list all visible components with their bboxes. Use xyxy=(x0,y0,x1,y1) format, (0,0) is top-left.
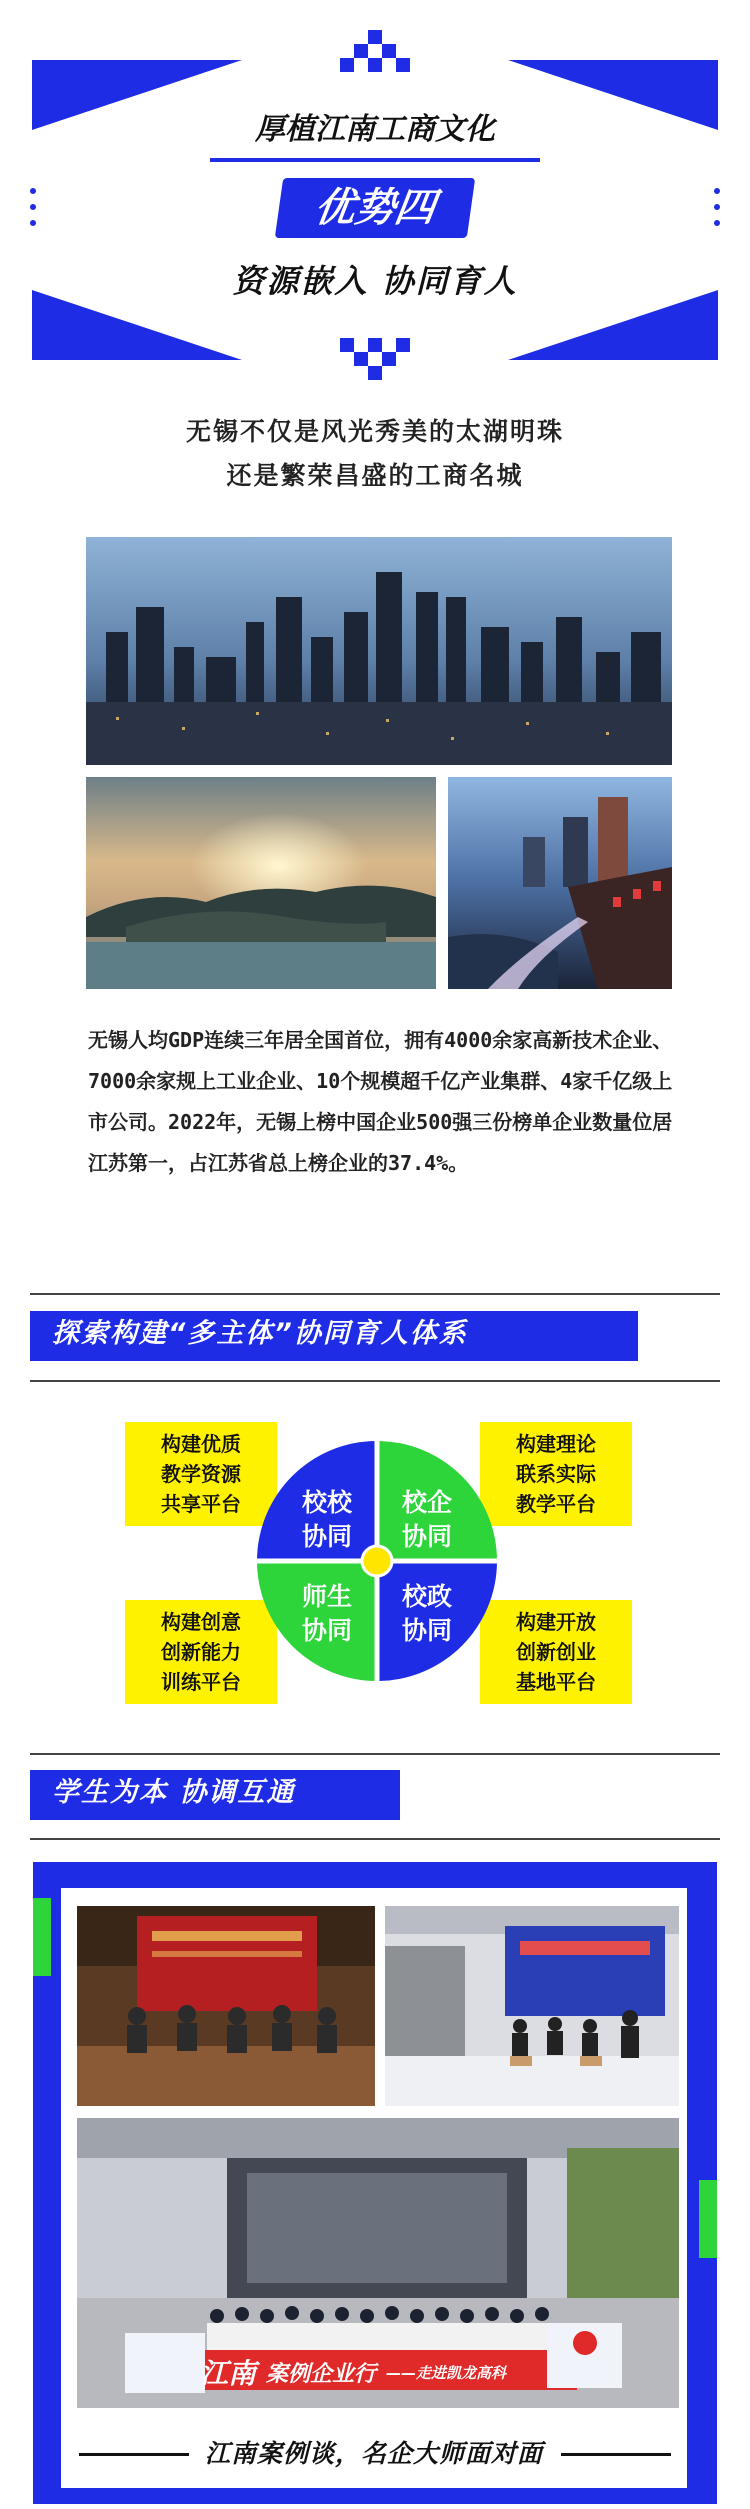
intro-line-2: 还是繁荣昌盛的工商名城 xyxy=(226,461,524,490)
section-title-bar: 学生为本 协调互通 xyxy=(30,1770,400,1820)
event-banner-brand: 江南 xyxy=(200,2357,257,2390)
intro-line-1: 无锡不仅是风光秀美的太湖明珠 xyxy=(185,417,564,446)
divider xyxy=(30,1838,720,1840)
event-banner xyxy=(200,2352,570,2392)
quadrant-label: 师生 协同 xyxy=(301,1582,352,1645)
city-skyline-photo xyxy=(86,537,672,765)
header-slogan: 资源嵌入 协同育人 xyxy=(232,262,518,300)
divider xyxy=(30,1293,720,1295)
event-banner-subtitle: ——走进凯龙高科 xyxy=(386,2363,507,2382)
forum-stage-photo xyxy=(77,1906,375,2106)
quadrant-label: 校校 协同 xyxy=(301,1488,352,1551)
section-title-bar: 探索构建“多主体”协同育人体系 xyxy=(30,1311,638,1361)
header-subtitle: 厚植江南工商文化 xyxy=(210,108,540,162)
platform-box-top-right: 构建理论 联系实际 教学平台 xyxy=(480,1422,632,1526)
pixel-decoration xyxy=(368,30,382,44)
lake-sunset-photo xyxy=(86,777,436,989)
canal-night-photo xyxy=(448,777,672,989)
divider xyxy=(30,1380,720,1382)
quadrant-label: 校政 协同 xyxy=(401,1582,452,1645)
header-banner xyxy=(0,0,750,390)
event-banner-title: 案例企业行 xyxy=(266,2361,377,2387)
side-dots-right xyxy=(714,188,720,236)
platform-box-bottom-left: 构建创意 创新能力 训练平台 xyxy=(125,1600,277,1704)
header-badge: 优势四 xyxy=(275,178,475,238)
body-paragraph: 无锡人均GDP连续三年居全国首位，拥有4000余家高新技术企业、7000余家规上工业企业、10个规模超千亿产业集群、4家千亿级上市公司。2022年，无锡上榜中国企业500强三份榜单企业数量位居江苏第一，占江苏省总上榜企业的37.4%。 xyxy=(88,1028,673,1175)
platform-box-bottom-right: 构建开放 创新创业 基地平台 xyxy=(480,1600,632,1704)
frame-accent-right xyxy=(699,2180,717,2258)
side-dots-left xyxy=(30,188,36,236)
frame-accent-left xyxy=(33,1898,51,1976)
photo-caption: 江南案例谈，名企大师面对面 xyxy=(204,2439,543,2468)
platform-box-top-left: 构建优质 教学资源 共享平台 xyxy=(125,1422,277,1526)
divider xyxy=(30,1753,720,1755)
quadrant-label: 校企 协同 xyxy=(401,1488,452,1551)
dialogue-stage-photo xyxy=(385,1906,679,2106)
